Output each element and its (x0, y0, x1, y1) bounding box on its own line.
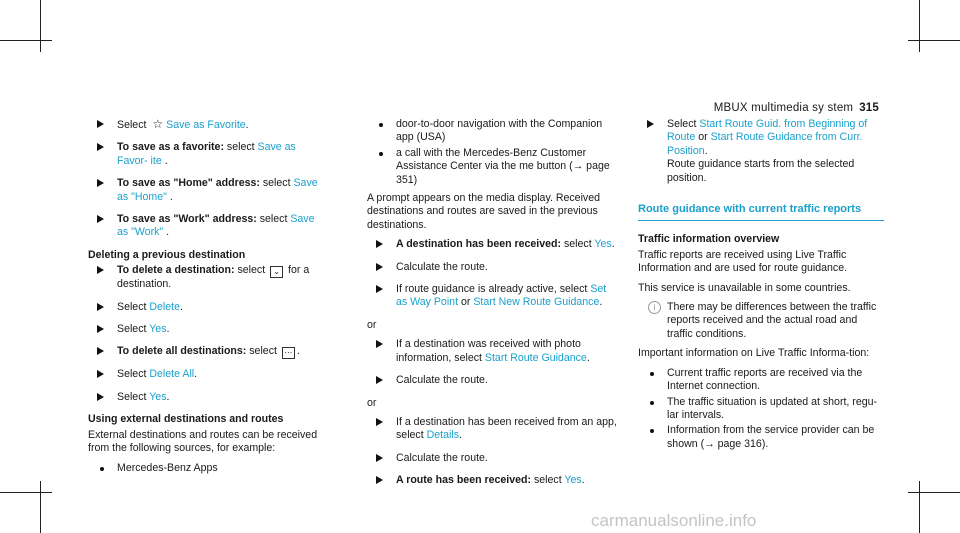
watermark: carmanualsonline.info (591, 511, 757, 530)
step-label: To delete all destinations: (117, 345, 247, 358)
step: Select ☆ Save as Favorite. (88, 118, 324, 132)
step-text: If a destination has been received from an app, select (396, 415, 617, 442)
step-text: select (561, 238, 595, 251)
step-text: If route guidance is already active, select (396, 283, 591, 296)
step-text: Select (117, 390, 150, 403)
step-label: To save as "Work" address: (117, 213, 257, 226)
step-text: or (695, 131, 711, 144)
section-heading: Route guidance with current traffic reports (638, 203, 884, 221)
paragraph: Important information on Live Traffic Informa-tion: (638, 347, 870, 360)
step: Select Start Route Guid. from Beginning of Route or Start Route Guidance from Curr. Position. Route guidance starts from the selected position. (638, 118, 884, 185)
list-item: Mercedes-Benz Apps (88, 462, 324, 475)
step-label: To delete a destination: (117, 264, 235, 277)
crop-mark (919, 481, 920, 533)
step-text: or (458, 296, 474, 309)
step-text: select (246, 345, 280, 358)
step: A route has been received: select Yes. (367, 474, 619, 487)
step-text: select (531, 474, 565, 487)
step-text: select (234, 264, 269, 277)
note (638, 301, 884, 341)
menu-link[interactable]: Yes (564, 474, 582, 487)
step-text: Select (667, 118, 700, 130)
subheading: Traffic information overview (638, 233, 780, 246)
step: Select Yes. (88, 391, 324, 404)
paragraph: External destinations and routes can be received from the following sources, for example: (88, 428, 318, 455)
step: If route guidance is already active, select Set as Way Point or Start New Route Guidance. (367, 283, 619, 310)
page-number: 315 (859, 102, 879, 114)
step: To save as "Work" address: select Save as "Work" . (88, 213, 324, 240)
star-icon: ☆ (152, 117, 164, 131)
note-text: There may be differences between the traffic reports received and the actual road and traffic conditions. (667, 301, 877, 340)
menu-link[interactable]: Save as "Home" (117, 177, 318, 203)
step-text: If a destination was received with photo information, select (396, 338, 581, 364)
crop-mark (40, 481, 41, 533)
column-left (88, 118, 324, 477)
step: If a destination has been received from an app, select Details. (367, 416, 619, 443)
menu-link[interactable]: Start Route Guidance from Curr. Position (667, 131, 863, 157)
paragraph: This service is unavailable in some countries. (638, 281, 851, 294)
subheading: Using external destinations and routes (88, 413, 284, 426)
menu-link[interactable]: Save as Favor- ite (117, 141, 296, 167)
page-header (714, 102, 879, 114)
step: Select Yes. (88, 323, 324, 336)
menu-link[interactable]: Start Route Guid. from Beginning of Route (667, 118, 868, 144)
column-middle (367, 118, 619, 497)
step-text: for a destination. (117, 264, 310, 291)
step: To save as "Home" address: select Save as "Home" . (88, 177, 324, 204)
step: Select Delete All. (88, 368, 324, 381)
step-label: To save as a favorite: (117, 141, 224, 154)
crop-mark (919, 0, 920, 52)
or-text: or (367, 396, 377, 409)
step-text: Select (117, 300, 150, 313)
list-item: The traffic situation is updated at short, regu-lar intervals. (638, 396, 884, 423)
menu-link[interactable]: Details (426, 429, 460, 442)
list-item: Information from the service provider can be shown (→ page 316). (638, 424, 884, 451)
menu-link[interactable]: Start New Route Guidance (473, 296, 600, 309)
step (88, 264, 324, 291)
crop-mark (0, 492, 52, 493)
crop-mark (40, 0, 41, 52)
step: Calculate the route. (367, 261, 619, 274)
step: To delete all destinations: select ⋯ . (88, 345, 324, 359)
step: Calculate the route. (367, 452, 619, 465)
step-text: Select (117, 368, 150, 381)
menu-link[interactable]: Yes (594, 238, 612, 251)
menu-link[interactable]: Yes (149, 323, 167, 336)
step-text: Select (117, 323, 150, 336)
paragraph: A prompt appears on the media display. Received destinations and routes are saved in the previous destinations. (367, 192, 600, 231)
crop-mark (0, 40, 52, 41)
menu-link[interactable]: Set as Way Point (396, 283, 607, 309)
column-right (638, 118, 884, 453)
info-icon: i (648, 301, 661, 314)
menu-link[interactable]: Start Route Guidance (484, 351, 587, 364)
header-title: MBUX multimedia sy stem (713, 102, 854, 114)
list-item: Current traffic reports are received via the Internet connection. (638, 367, 884, 394)
or-text: or (367, 318, 377, 331)
step-label: A route has been received: (396, 474, 532, 487)
step-text: Select (117, 119, 147, 131)
list-item: door-to-door navigation with the Companion app (USA) (367, 118, 619, 145)
menu-link[interactable]: Delete All (149, 368, 195, 381)
crop-mark (908, 492, 960, 493)
step-label: To save as "Home" address: (117, 177, 260, 190)
step: If a destination was received with photo information, select Start Route Guidance. (367, 338, 619, 365)
step-label: A destination has been received: (396, 238, 562, 251)
more-icon: ⋯ (282, 347, 295, 359)
step: A destination has been received: select Yes. (367, 238, 619, 251)
menu-link[interactable]: Save as "Work" (117, 213, 315, 239)
step-text: select (223, 141, 258, 154)
step-text: select (259, 177, 294, 190)
paragraph: Traffic reports are received using Live Traffic Information and are used for route guidance. (638, 248, 848, 275)
step-result: Route guidance starts from the selected position. (667, 158, 855, 184)
crop-mark (908, 40, 960, 41)
list-item: a call with the Mercedes-Benz Customer Assistance Center via the me button (→ page 351) (367, 147, 619, 187)
step: Select Delete. (88, 301, 324, 314)
step-text: select (256, 213, 291, 226)
step: To save as a favorite: select Save as Favor- ite . (88, 141, 324, 168)
step: Calculate the route. (367, 374, 619, 387)
menu-link[interactable]: Save as Favorite (166, 119, 246, 131)
menu-link[interactable]: Yes (149, 390, 167, 403)
dropdown-icon: ⌄ (270, 266, 283, 278)
menu-link[interactable]: Delete (149, 300, 181, 313)
subheading: Deleting a previous destination (88, 248, 246, 261)
